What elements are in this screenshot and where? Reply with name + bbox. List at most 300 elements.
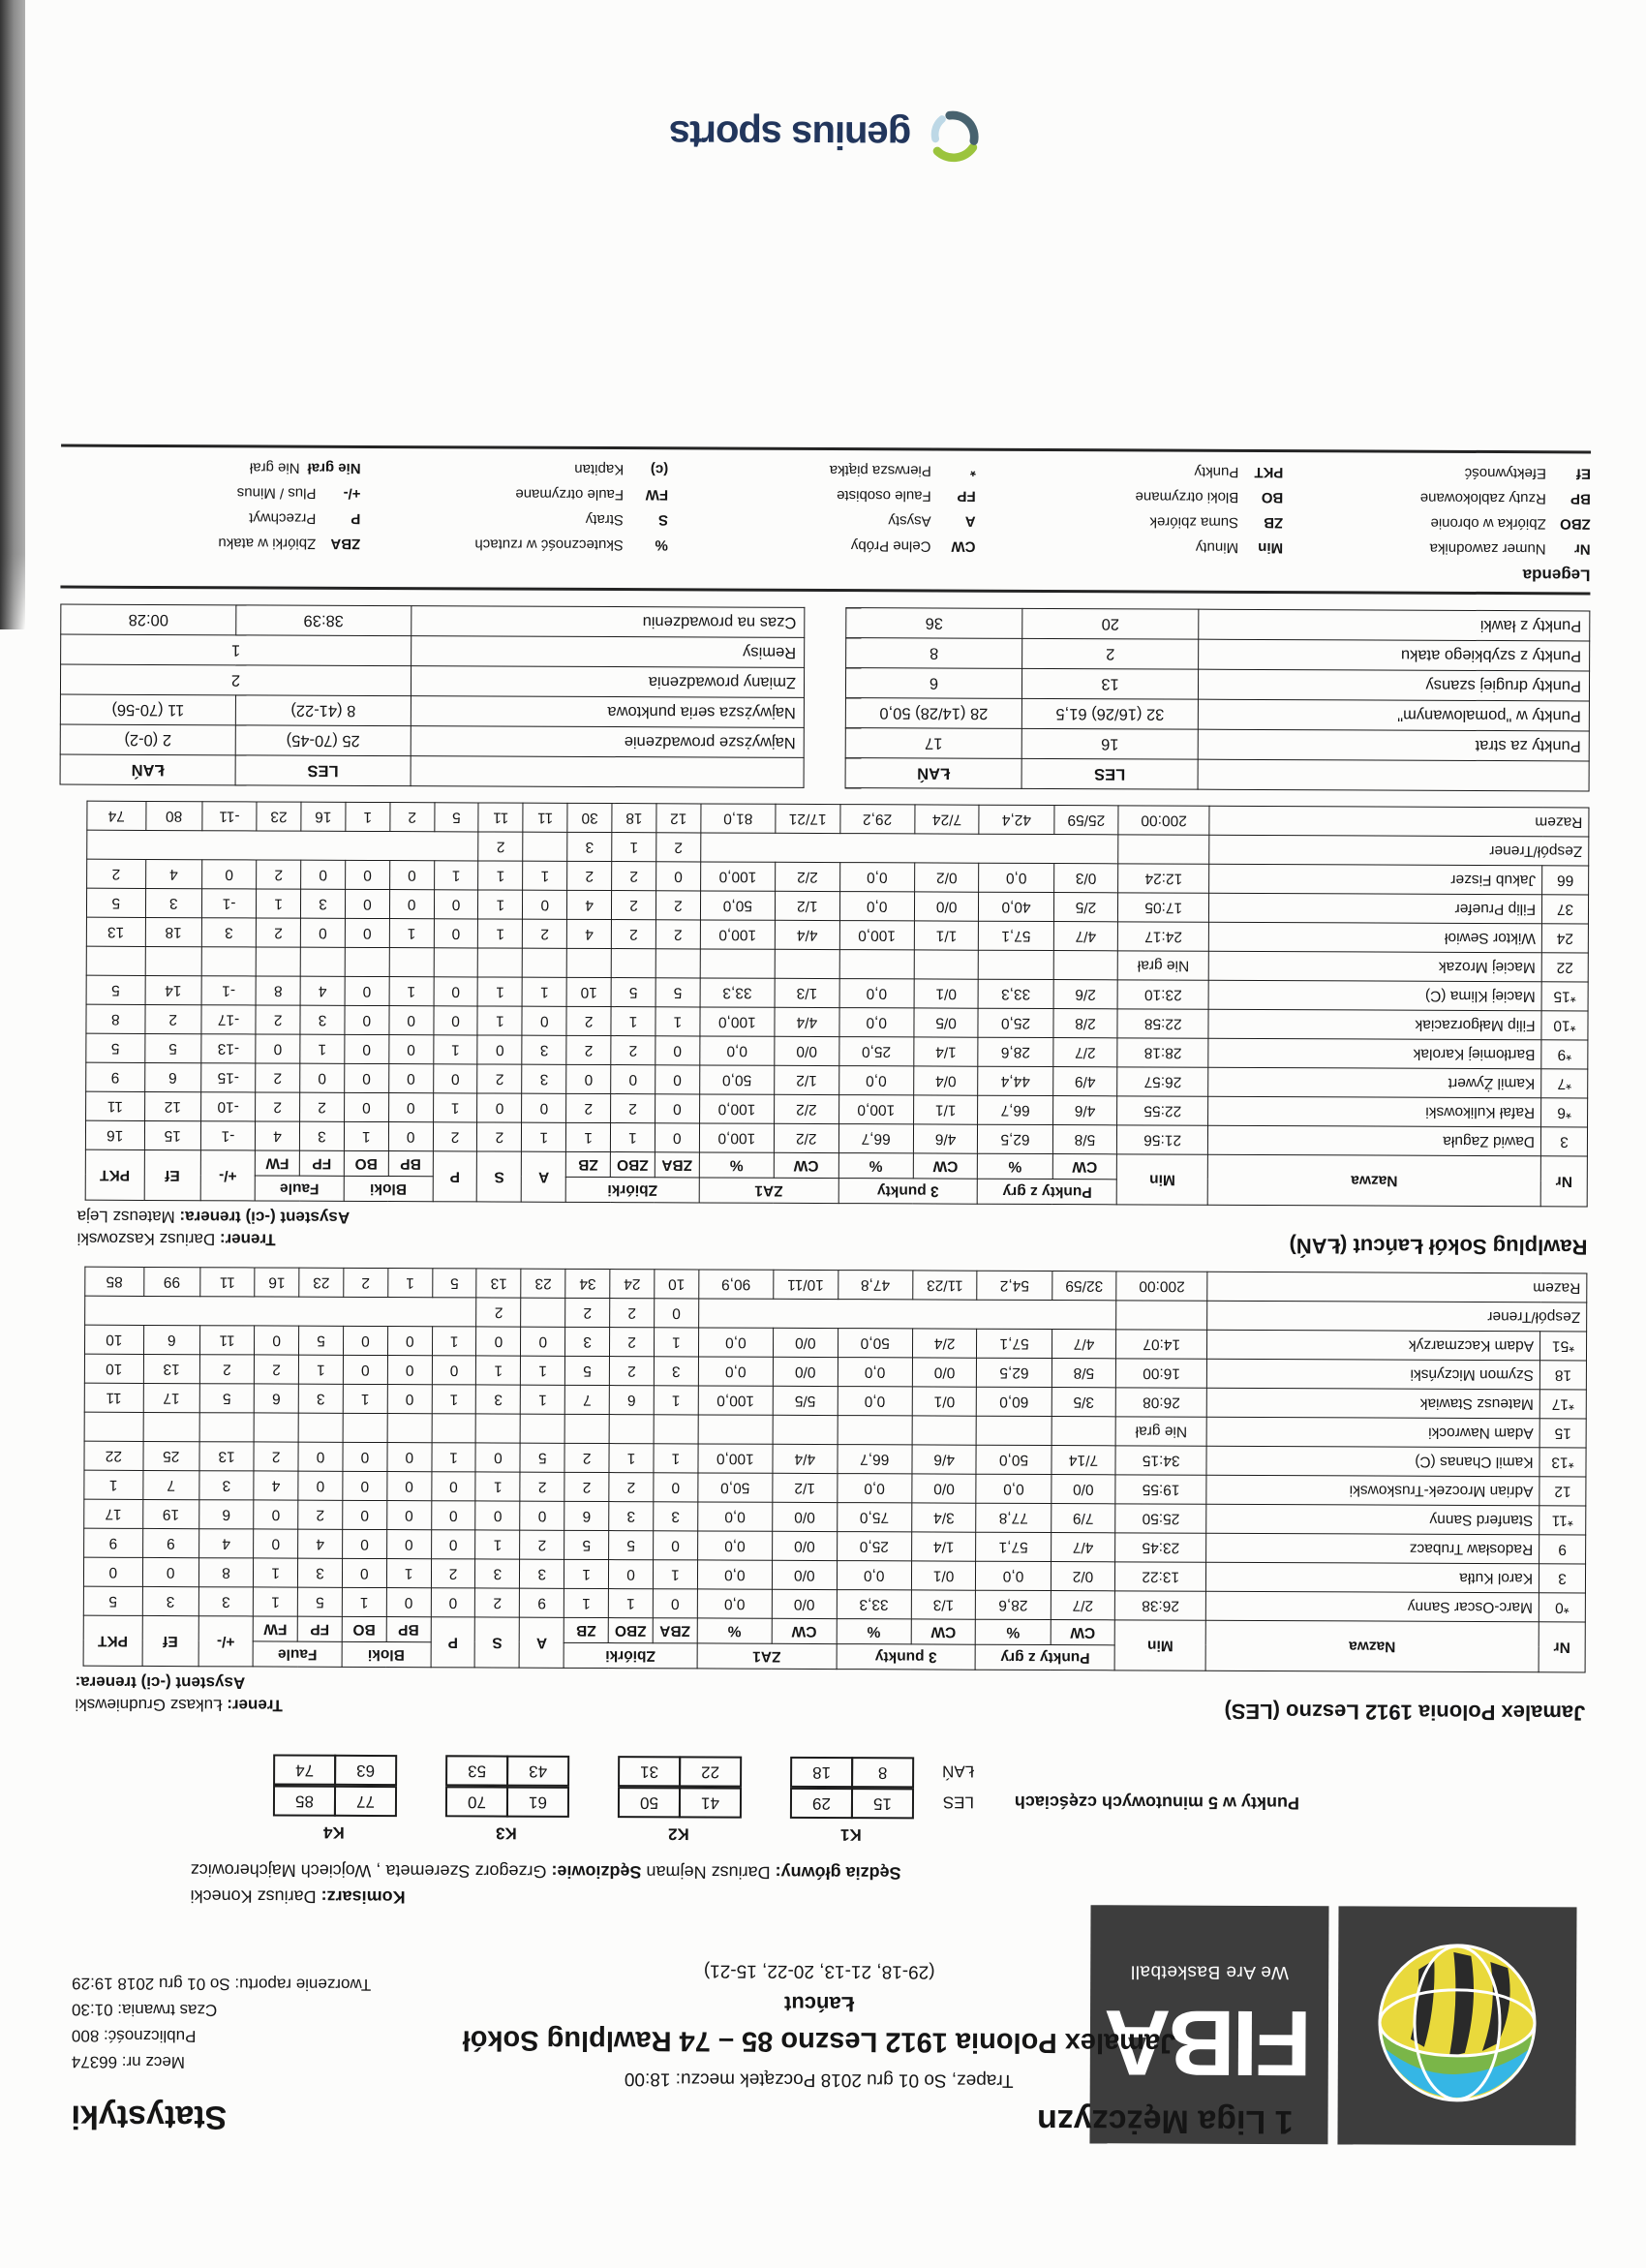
- score-cell: 61: [506, 1787, 569, 1818]
- cell-a: 5: [520, 1443, 564, 1472]
- sub-bo: BO: [344, 1150, 388, 1176]
- cell-pkt: [84, 1412, 143, 1441]
- summary-row: [845, 728, 1589, 761]
- cell-zbo: 3: [609, 1502, 654, 1531]
- cell-nr: 3: [1539, 1564, 1585, 1593]
- summary-col-les: LES: [235, 755, 411, 786]
- cell-min: 22:58: [1117, 1009, 1208, 1038]
- col-p: P: [431, 1617, 475, 1668]
- legend-desc: Pierwsza piątka: [830, 462, 931, 478]
- cell-zba: 3: [654, 1357, 698, 1386]
- cell-s: 0: [475, 1501, 520, 1530]
- col-a: A: [519, 1617, 564, 1668]
- summary-row: Najwyższe prowadzenie 25 (70-45) 2 (0-2): [60, 724, 804, 757]
- sub-pct: %: [699, 1152, 774, 1178]
- cell-a: 1: [521, 1385, 565, 1414]
- cell-pm: -1: [201, 976, 256, 1005]
- sub-fp: FP: [297, 1616, 342, 1641]
- legend-desc: Faule otrzymane: [515, 486, 624, 503]
- league-title: 1 Liga Mężczyzn: [1037, 2101, 1294, 2140]
- summary-leads-table: [60, 604, 806, 788]
- cell-zba: 3: [654, 1502, 698, 1531]
- cell-a: 1: [522, 1122, 566, 1151]
- col-a: A: [522, 1151, 566, 1202]
- cell-zb: 2: [567, 861, 612, 890]
- cell-pkt: 16: [85, 1120, 144, 1149]
- legend-entry: [676, 461, 976, 478]
- cell-p: 1: [432, 1327, 476, 1356]
- commissioner-label: Komisarz:: [321, 1887, 406, 1907]
- cell-p: [434, 948, 478, 977]
- cell-3p: 0/0: [912, 1358, 977, 1387]
- cell-player-name: Jakub Fiszer: [1209, 864, 1542, 895]
- cell-pm: [201, 947, 256, 976]
- cell-3p: 4/6: [912, 1445, 977, 1474]
- legend-desc: Przechwyt: [249, 509, 316, 526]
- summary-col-lan: ŁAŃ: [60, 754, 235, 785]
- cell-fgp: 66,7: [978, 1095, 1052, 1124]
- cell-ef: 6: [144, 1062, 200, 1091]
- cell-min: 28:18: [1117, 1038, 1208, 1067]
- cell-fgp: 0,0: [979, 863, 1053, 892]
- cell-ft: 0/0: [773, 1357, 838, 1386]
- cell-pm: -1: [200, 1121, 255, 1150]
- score-cell: 15: [851, 1788, 914, 1819]
- fiba-ball-graphic: [1360, 1928, 1555, 2123]
- summary-lan-value: 6: [845, 668, 1021, 699]
- cell-pkt: 5: [86, 975, 145, 1004]
- legend-abbr: CW: [938, 538, 975, 555]
- cell-fg: 2/7: [1051, 1591, 1115, 1620]
- legend-desc: Nie grał: [250, 459, 300, 475]
- cell-zbo: 2: [612, 891, 656, 920]
- venue-date-line: Trapez, So 01 gru 2018 Początek meczu: 18:00: [54, 2066, 1584, 2094]
- legend-desc: Punkty: [1194, 464, 1238, 480]
- legend-abbr: BP: [1554, 490, 1591, 506]
- cell-pkt: 11: [84, 1383, 143, 1412]
- cell-pkt: 2: [87, 859, 146, 888]
- cell-zbo: [611, 949, 655, 978]
- legend-entry: [676, 511, 976, 529]
- k3-label: K3: [445, 1823, 567, 1843]
- sub-zbo: ZBO: [610, 1152, 655, 1178]
- cell-zba: 0: [656, 862, 701, 891]
- cell-min: 16:00: [1116, 1359, 1207, 1388]
- col-min: Min: [1116, 1154, 1207, 1205]
- col-reb: Zbiórki: [564, 1642, 697, 1669]
- cell-fp: 3: [299, 1121, 344, 1150]
- cell-fgp: 40,0: [979, 892, 1053, 921]
- sub-bp: BP: [386, 1617, 431, 1642]
- cell-bp: 0: [387, 1443, 432, 1472]
- cell-bo: 0: [343, 1500, 387, 1529]
- legend-desc: Faule osobiste: [837, 487, 931, 504]
- cell-3p: 1/1: [913, 1095, 978, 1124]
- legend-abbr: ZBO: [1554, 515, 1591, 532]
- cell-nr: *11: [1539, 1506, 1586, 1535]
- cell-a: 2: [520, 1472, 564, 1501]
- col-pm: +/-: [200, 1150, 256, 1201]
- cell-ft: 4/4: [773, 1444, 838, 1473]
- cell-3p: 0/5: [914, 1008, 979, 1037]
- team-section-lan: [57, 801, 1589, 1260]
- cell-fw: 2: [254, 1442, 298, 1471]
- genius-swirl-icon: [925, 105, 985, 165]
- cell-p: 0: [431, 1472, 475, 1501]
- cell-fw: 0: [256, 1034, 300, 1063]
- cell-fgp: 57,1: [976, 1532, 1051, 1561]
- cell-nr: *7: [1541, 1069, 1588, 1098]
- cell-nr: 37: [1542, 895, 1589, 924]
- cell-fgp: 57,1: [977, 1329, 1052, 1358]
- cell-nr: *17: [1539, 1390, 1586, 1419]
- cell-zba: 1: [654, 1328, 698, 1357]
- cell-ef: 5: [144, 1033, 200, 1062]
- cell-zba: 5: [655, 978, 700, 1007]
- cell-3pp: 50,0: [838, 1329, 912, 1358]
- cell-bo: 0: [345, 860, 389, 889]
- referees-label: Sędziowie:: [551, 1862, 641, 1882]
- cell-zba: 0: [654, 1473, 698, 1502]
- cell-fg: 2/7: [1052, 1038, 1117, 1067]
- cell-fp: 3: [297, 1558, 342, 1587]
- cell-fw: 2: [257, 860, 301, 889]
- cell-3p: [914, 950, 979, 979]
- cell-ftp: 0,0: [698, 1328, 773, 1357]
- cell-zba: 0: [655, 1299, 699, 1328]
- cell-bp: 0: [388, 1064, 433, 1093]
- team-section-les: [55, 1267, 1587, 1726]
- cell-ft: 4/4: [775, 920, 839, 949]
- cell-ft: 1/3: [775, 978, 839, 1007]
- cell-ef: [143, 1412, 199, 1441]
- legend-abbr: S: [631, 511, 668, 528]
- cell-3pp: 75,0: [837, 1503, 911, 1532]
- cell-fp: [298, 1413, 343, 1442]
- cell-fp: 4: [298, 1529, 343, 1558]
- cell-min: 34:15: [1115, 1446, 1206, 1475]
- legend-entry: [984, 513, 1284, 531]
- cell-ftp: 100,0: [699, 1123, 774, 1152]
- cell-fg: 4/9: [1052, 1067, 1117, 1096]
- cell-nr: *10: [1541, 1011, 1588, 1040]
- coach-label: Trener:: [220, 1230, 276, 1248]
- cell-player-name: Kamil Żywert: [1208, 1067, 1541, 1098]
- cell-bp: 0: [389, 1006, 434, 1035]
- cell-pm: 13: [199, 1442, 254, 1471]
- cell-team-label: Zespół/Trener: [1209, 835, 1589, 866]
- cell-3p: 3/4: [911, 1503, 976, 1532]
- legend-entry: [1291, 464, 1591, 481]
- cell-player-name: Radosław Trubacz: [1206, 1533, 1539, 1564]
- cell-ftp: 100,0: [700, 920, 775, 949]
- cell-pm: 11: [199, 1326, 254, 1355]
- legend-desc: Zbiórka w obronie: [1430, 515, 1545, 533]
- cell-ftp: 100,0: [698, 1444, 773, 1473]
- cell-3pp: [839, 950, 914, 979]
- cell-ft: 0/0: [773, 1502, 838, 1531]
- cell-zba: 1: [655, 1007, 700, 1036]
- summary-les-value: 16: [1021, 728, 1198, 759]
- summary-row: [846, 608, 1590, 641]
- sub-fw: FW: [253, 1616, 297, 1641]
- cell-ef: 7: [142, 1470, 198, 1499]
- sub-pct: %: [697, 1618, 772, 1643]
- legend-entry: [61, 459, 361, 476]
- duration: Czas trwania: 01:30: [72, 1997, 371, 2024]
- sub-fw: FW: [255, 1150, 299, 1176]
- cell-zb: 3: [565, 1327, 610, 1356]
- cell-bo: 0: [343, 1471, 387, 1500]
- cell-ef: 3: [145, 888, 201, 917]
- cell-zb: 2: [565, 1298, 610, 1327]
- cell-player-name: Karol Kutła: [1206, 1562, 1539, 1593]
- cell-3p: 0/4: [913, 1066, 978, 1095]
- cell-zbo: 2: [609, 1357, 654, 1386]
- cell-fp: 1: [300, 1034, 345, 1063]
- cell-zb: 1: [566, 1122, 611, 1151]
- cell-fw: 4: [254, 1471, 298, 1500]
- col-fouls: Faule: [253, 1641, 342, 1667]
- report-created: Tworzenie raportu: So 01 gru 2018 19:29: [72, 1971, 371, 1998]
- cell-3p: 1/1: [914, 921, 979, 950]
- cell-fg: 32/59: [1052, 1272, 1116, 1301]
- cell-bo: 1: [344, 1121, 388, 1150]
- cell-ef: 13: [143, 1354, 199, 1383]
- cell-bp: 0: [387, 1327, 432, 1356]
- legend-desc: Kapitan: [574, 461, 624, 477]
- assistant-label: Asystent (-ci) trenera:: [179, 1208, 350, 1227]
- cell-zb: 5: [564, 1530, 609, 1559]
- cell-player-name: Wiktor Sewioł: [1208, 922, 1541, 953]
- cell-ft: 0/0: [772, 1560, 837, 1589]
- legend-abbr: PKT: [1246, 464, 1283, 480]
- cell-zb: [566, 948, 611, 977]
- cell-pm: -17: [201, 1005, 256, 1034]
- cell-player-name: Filip Małgorzaciak: [1208, 1009, 1541, 1040]
- cell-a: 9: [520, 1588, 564, 1617]
- summary-lan-value: 28 (14/28) 50,0: [845, 698, 1021, 729]
- score-cell: 53: [445, 1755, 508, 1786]
- cell-fg: 3/5: [1052, 1388, 1116, 1417]
- cell-pkt: 11: [86, 1091, 145, 1120]
- legend-entry: [1291, 489, 1591, 506]
- col-name: Nazwa: [1207, 1154, 1540, 1207]
- cell-fw: 0: [255, 1326, 299, 1355]
- summary-row: [845, 668, 1589, 701]
- legend-abbr: (c): [631, 461, 668, 477]
- legend-abbr: Nr: [1554, 540, 1591, 557]
- cell-pm: -1: [201, 889, 256, 918]
- cell-ef: 6: [143, 1325, 199, 1354]
- cell-nr: 24: [1541, 924, 1588, 953]
- cell-bp: 0: [389, 890, 434, 919]
- cell-s: [478, 948, 523, 977]
- cell-min: 200:00: [1116, 1272, 1207, 1301]
- legend-entry: [984, 463, 1284, 480]
- summary-row: Remisy 1: [61, 634, 805, 667]
- cell-fg: 4/6: [1052, 1096, 1117, 1125]
- cell-3p: 1/4: [911, 1532, 976, 1561]
- cell-fgp: 44,4: [978, 1066, 1052, 1095]
- col-reb: Zbiórki: [565, 1177, 699, 1203]
- cell-a: 1: [522, 977, 566, 1006]
- cell-3pp: 0,0: [839, 1008, 914, 1037]
- cell-s: 2: [475, 1588, 520, 1617]
- cell-s: 1: [478, 861, 523, 890]
- cell-bo: 0: [343, 1442, 387, 1471]
- sub-zb: ZB: [564, 1617, 608, 1642]
- legend-entry: [984, 488, 1284, 506]
- cell-bo: [345, 947, 389, 976]
- cell-min: 25:50: [1115, 1504, 1206, 1533]
- cell-zba: 0: [653, 1531, 697, 1560]
- cell-pkt: 9: [86, 1062, 145, 1091]
- box-score-table-lan: [85, 801, 1590, 1208]
- cell-min: 14:07: [1116, 1330, 1207, 1359]
- cell-ef: 12: [144, 1091, 200, 1120]
- cell-p: 0: [431, 1501, 475, 1530]
- cell-min: 13:22: [1115, 1562, 1206, 1591]
- sub-cw: CW: [1052, 1154, 1117, 1180]
- cell-3p: [912, 1416, 977, 1445]
- legend-entry: [983, 538, 1283, 556]
- cell-s: 1: [478, 977, 523, 1006]
- cell-zba: 2: [655, 920, 700, 949]
- cell-fgp: 0,0: [976, 1561, 1051, 1590]
- cell-p: 2: [433, 1122, 477, 1151]
- cell-pm: 8: [198, 1558, 253, 1587]
- cell-zbo: 5: [609, 1531, 654, 1560]
- cell-zbo: 2: [609, 1473, 654, 1502]
- cell-3pp: 100,0: [838, 1095, 913, 1124]
- cell-min: Nie grał: [1115, 1417, 1206, 1446]
- legend-title: Legenda: [60, 559, 1590, 585]
- sub-cw: CW: [774, 1152, 838, 1178]
- cell-nr: *6: [1541, 1098, 1588, 1127]
- cell-zbo: 2: [611, 920, 655, 949]
- sub-bp: BP: [388, 1151, 433, 1177]
- cell-nr: 66: [1542, 866, 1589, 895]
- cell-bp: 0: [387, 1356, 432, 1385]
- cell-3p: 0/2: [914, 863, 979, 892]
- cell-pm: 3: [201, 918, 256, 947]
- col-blocks: Bloki: [344, 1176, 433, 1201]
- cell-bp: 1: [389, 977, 434, 1006]
- col-s: S: [477, 1151, 522, 1202]
- cell-zb: 2: [566, 1035, 611, 1064]
- cell-fg: 0/0: [1051, 1475, 1115, 1504]
- cell-fp: 5: [297, 1587, 342, 1616]
- cell-zb: 2: [564, 1472, 609, 1501]
- col-p: P: [433, 1151, 477, 1202]
- cell-zba: 0: [655, 1123, 699, 1152]
- cell-3pp: [838, 1416, 912, 1445]
- col-ef: Ef: [144, 1149, 201, 1200]
- cell-zb: 7: [564, 1385, 609, 1414]
- cell-fg: 2/6: [1053, 980, 1118, 1009]
- cell-pm: [199, 1413, 254, 1442]
- cell-zb: 3: [567, 832, 612, 861]
- cell-fp: 3: [300, 1005, 345, 1034]
- cell-zb: 2: [566, 1006, 611, 1035]
- legend-entry: [61, 509, 361, 527]
- cell-min: 26:57: [1117, 1067, 1208, 1096]
- cell-s: 1: [477, 1006, 522, 1035]
- cell-zba: 2: [656, 833, 701, 862]
- score-cell: 50: [618, 1787, 681, 1818]
- cell-ftp: [698, 1415, 773, 1444]
- cell-pkt: 5: [86, 1033, 145, 1062]
- cell-fp: 0: [301, 860, 346, 889]
- legend-desc: Straty: [586, 511, 624, 528]
- cell-pm: 2: [199, 1355, 254, 1384]
- cell-3p: 1/3: [911, 1590, 976, 1619]
- cell-zbo: 1: [611, 1007, 655, 1036]
- cell-ef: 9: [142, 1528, 198, 1557]
- cell-fp: 3: [298, 1384, 343, 1413]
- cell-min: Nie grał: [1118, 951, 1209, 980]
- cell-ft: 2/2: [774, 1123, 838, 1152]
- cell-fp: 0: [298, 1471, 343, 1500]
- cell-fg: 7/14: [1052, 1446, 1116, 1475]
- footer-brand: [62, 102, 1592, 169]
- cell-pkt: 0: [83, 1557, 142, 1586]
- cell-pkt: 1: [84, 1470, 143, 1499]
- legend-abbr: A: [939, 513, 976, 530]
- cell-zbo: 0: [611, 1065, 655, 1094]
- cell-bp: 0: [389, 1035, 434, 1064]
- cell-zba: 2: [655, 891, 700, 920]
- summary-row: Czas na prowadzeniu 38:39 00:28: [61, 604, 805, 637]
- assistant-label: Asystent (-ci) trenera:: [75, 1673, 245, 1693]
- cell-zba: 0: [655, 1036, 700, 1065]
- cell-fg: 4/7: [1051, 1533, 1115, 1562]
- cell-zb: 5: [565, 1356, 610, 1385]
- cell-min: 17:05: [1118, 893, 1209, 922]
- cell-ftp: 50,0: [698, 1473, 773, 1502]
- cell-3pp: 66,7: [838, 1124, 913, 1153]
- assistant-name: Mateusz Leja: [77, 1208, 175, 1226]
- score-line-wrap: Łańcut: [54, 1988, 1584, 2020]
- cell-fgp: 28,6: [978, 1037, 1052, 1066]
- sub-pct: %: [978, 1153, 1052, 1179]
- sub-cw: CW: [913, 1153, 978, 1179]
- cell-pkt: 5: [83, 1586, 142, 1615]
- legend-grid: [61, 459, 1591, 558]
- cell-nr: *15: [1541, 982, 1588, 1011]
- cell-pm: 3: [199, 1471, 254, 1500]
- cell-player-name: Marc-Oscar Sanny: [1205, 1591, 1539, 1622]
- cell-zbo: 1: [610, 1123, 655, 1152]
- cell-zb: 4: [567, 890, 612, 919]
- cell-fw: [256, 947, 300, 976]
- referee-main-label: Sędzia główny:: [776, 1863, 901, 1884]
- cell-ef: 3: [142, 1586, 198, 1615]
- legend-desc: Zbiórki w ataku: [218, 535, 316, 551]
- summary-lan-value: 17: [845, 728, 1021, 759]
- team-heading: [76, 1207, 1587, 1260]
- col-name: Nazwa: [1205, 1620, 1539, 1672]
- k4-label: K4: [273, 1823, 395, 1843]
- cell-bp: 0: [388, 1093, 433, 1122]
- cell-fp: 2: [300, 1092, 345, 1121]
- legend-abbr: +/-: [323, 485, 360, 502]
- score-cell: 63: [334, 1755, 397, 1786]
- cell-ft: 5/5: [773, 1386, 838, 1415]
- legend-desc: Celne Próby: [851, 537, 931, 554]
- cell-p: 0: [434, 1006, 478, 1035]
